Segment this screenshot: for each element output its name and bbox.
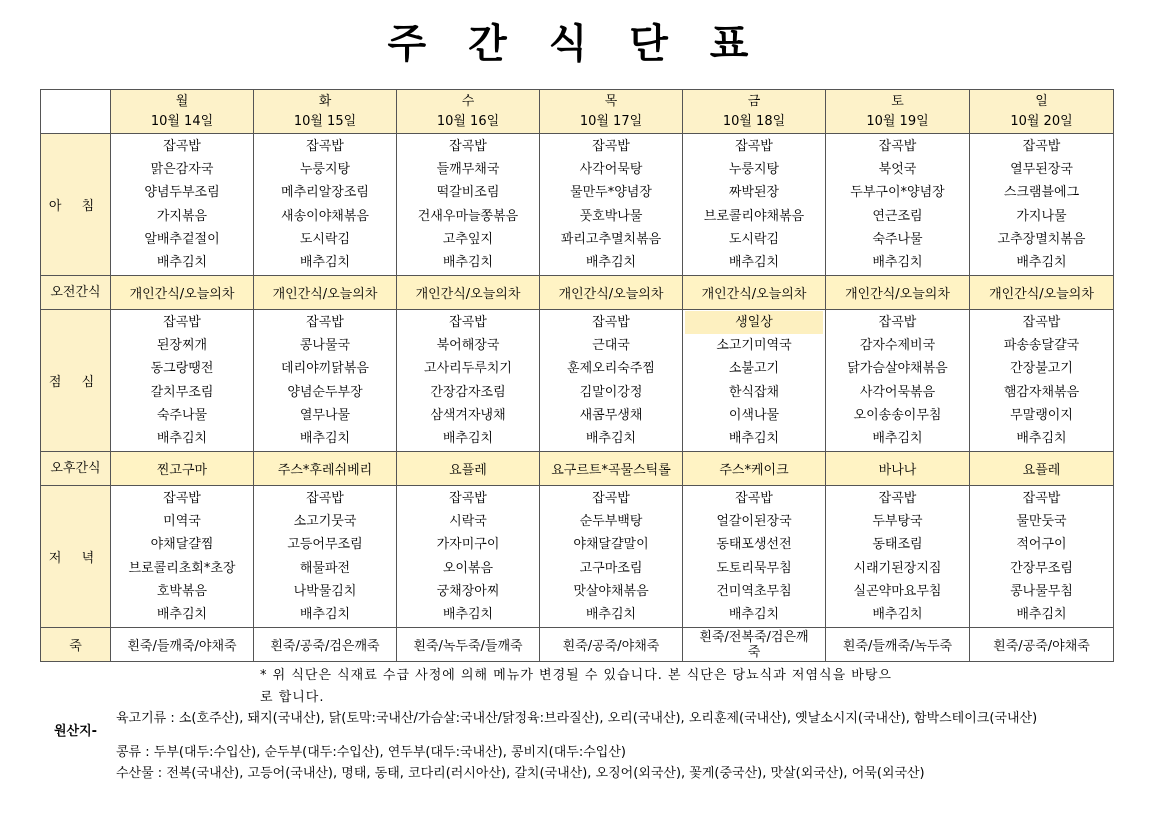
menu-item: 잡곡밥 <box>735 138 773 154</box>
day-date: 10월 17일 <box>579 113 643 129</box>
menu-item: 개인간식/오늘의차 <box>272 287 378 302</box>
menu-item: 삼색겨자냉채 <box>430 407 506 423</box>
menu-item: 잡곡밥 <box>449 138 487 154</box>
menu-item: 배추김치 <box>728 255 780 271</box>
porridge-cell <box>111 628 254 662</box>
porridge-cell <box>540 628 683 662</box>
menu-item: 잡곡밥 <box>592 314 630 330</box>
porridge-cell <box>826 628 970 662</box>
am-snack-cell <box>111 276 254 310</box>
menu-item: 맑은감자국 <box>150 161 214 177</box>
menu-item: 콩나물국 <box>299 337 351 353</box>
menu-item: 갈치무조림 <box>150 384 214 400</box>
origin-bean: 콩류 : 두부(대두:수입산), 순두부(대두:수입산), 연두부(대두:국내산), 콩비지(대두:수입산) <box>116 745 626 760</box>
am-snack-row <box>41 276 1114 310</box>
menu-item: 배추김치 <box>728 431 780 447</box>
menu-item: 새송이야채볶음 <box>281 208 369 224</box>
menu-item: 알배추겉절이 <box>144 231 220 247</box>
am-snack-cell <box>540 276 683 310</box>
pm-snack-row <box>41 452 1114 486</box>
menu-item: 배추김치 <box>1016 431 1067 447</box>
menu-item: 새콤무생채 <box>579 407 643 423</box>
menu-item: 도토리묵무침 <box>716 560 792 576</box>
menu-item: 잡곡밥 <box>163 490 201 506</box>
dinner-cell <box>397 486 540 628</box>
menu-item: 된장찌개 <box>156 337 208 353</box>
menu-item: 닭가슴살야채볶음 <box>847 361 948 377</box>
menu-item: 건새우마늘쫑볶음 <box>417 208 519 224</box>
menu-item: 간장감자조림 <box>430 384 506 400</box>
menu-item: 배추김치 <box>299 431 351 447</box>
menu-item: 배추김치 <box>872 607 923 623</box>
day-name: 토 <box>891 93 904 109</box>
menu-item: 개인간식/오늘의차 <box>989 287 1094 302</box>
menu-item: 시래기된장지짐 <box>853 560 942 576</box>
pm-snack-cell <box>683 452 826 486</box>
menu-item: 오이볶음 <box>442 560 494 576</box>
breakfast-cell <box>826 134 970 276</box>
menu-item: 배추김치 <box>585 255 637 271</box>
lunch-label: 점 심 <box>41 310 111 452</box>
menu-item: 잡곡밥 <box>1022 138 1061 154</box>
menu-item: 잡곡밥 <box>449 490 487 506</box>
breakfast-cell <box>683 134 826 276</box>
pm-snack-cell <box>111 452 254 486</box>
menu-item: 잡곡밥 <box>592 490 630 506</box>
menu-item: 사각어묵탕 <box>579 161 643 177</box>
dinner-cell <box>111 486 254 628</box>
menu-item: 잡곡밥 <box>878 314 917 330</box>
menu-item: 잡곡밥 <box>449 314 487 330</box>
day-name: 수 <box>461 93 475 109</box>
menu-item: 근대국 <box>592 337 630 353</box>
menu-item: 햄감자채볶음 <box>1003 384 1080 400</box>
menu-item: 물만둣국 <box>1016 513 1067 529</box>
porridge-row <box>41 628 1114 662</box>
menu-item: 배추김치 <box>1016 255 1067 271</box>
menu-item: 호박볶음 <box>156 583 208 599</box>
day-name: 금 <box>747 93 761 109</box>
menu-item: 열무나물 <box>299 407 351 423</box>
menu-item: 스크램블에그 <box>1003 185 1080 201</box>
menu-item: 주스*후레쉬베리 <box>277 463 373 478</box>
lunch-cell <box>540 310 683 452</box>
menu-item: 브로콜리야채볶음 <box>703 208 805 224</box>
menu-item: 잡곡밥 <box>306 138 344 154</box>
menu-item: 동그랑땡전 <box>150 361 214 377</box>
am-snack-label: 오전간식 <box>41 276 111 310</box>
menu-item: 무말랭이지 <box>1010 407 1073 423</box>
menu-item: 떡갈비조림 <box>436 185 500 201</box>
day-name: 월 <box>175 93 189 109</box>
dinner-cell <box>254 486 397 628</box>
menu-item: 순두부백탕 <box>579 513 643 529</box>
menu-item: 간장불고기 <box>1010 361 1073 377</box>
menu-item: 고등어무조림 <box>287 537 363 553</box>
pm-snack-cell <box>970 452 1114 486</box>
menu-item: 야채달걀찜 <box>150 537 214 553</box>
menu-item: 흰죽/공죽/야채죽 <box>993 639 1090 654</box>
menu-item: 풋호박나물 <box>579 208 643 224</box>
menu-item: 감자수제비국 <box>859 337 936 353</box>
menu-item: 잡곡밥 <box>306 314 344 330</box>
menu-item: 배추김치 <box>156 431 208 447</box>
menu-item: 잡곡밥 <box>306 490 344 506</box>
menu-item: 데리야끼닭볶음 <box>281 361 369 377</box>
am-snack-cell <box>683 276 826 310</box>
breakfast-cell <box>970 134 1114 276</box>
menu-item: 가자미구이 <box>436 537 500 553</box>
menu-item: 메추리알장조림 <box>281 185 369 201</box>
day-name: 일 <box>1035 93 1048 109</box>
menu-item: 누룽지탕 <box>299 161 351 177</box>
day-header <box>970 90 1114 134</box>
menu-item: 숙주나물 <box>156 407 208 423</box>
menu-item: 잡곡밥 <box>1022 314 1061 330</box>
menu-item: 훈제오리숙주찜 <box>567 361 655 377</box>
menu-item: 들깨무채국 <box>436 161 500 177</box>
menu-item: 실곤약마요무침 <box>853 583 942 599</box>
menu-item: 배추김치 <box>872 431 923 447</box>
menu-item: 배추김치 <box>872 255 923 271</box>
menu-item: 흰죽/들깨죽/야채죽 <box>127 639 237 654</box>
menu-item: 흰죽/녹두죽/들깨죽 <box>413 639 523 654</box>
am-snack-cell <box>397 276 540 310</box>
porridge-cell <box>254 628 397 662</box>
day-header <box>540 90 683 134</box>
menu-item: 요구르트*곡물스틱롤 <box>551 463 671 478</box>
porridge-label: 죽 <box>41 628 111 662</box>
menu-item: 양념두부조림 <box>144 185 220 201</box>
menu-item: 흰죽/전복죽/검은깨죽 <box>699 629 809 660</box>
menu-item: 개인간식/오늘의차 <box>701 287 807 302</box>
am-snack-cell <box>254 276 397 310</box>
menu-item: 배추김치 <box>442 431 494 447</box>
notice-line-2: 로 합니다. <box>260 690 325 705</box>
menu-item: 개인간식/오늘의차 <box>129 287 235 302</box>
menu-item: 개인간식/오늘의차 <box>845 287 950 302</box>
day-header <box>683 90 826 134</box>
lunch-cell <box>683 310 826 452</box>
day-date: 10월 14일 <box>150 113 214 129</box>
menu-item: 사각어묵볶음 <box>859 384 936 400</box>
notice-line-1: * 위 식단은 식재료 수급 사정에 의해 메뉴가 변경될 수 있습니다. 본 식단은 당뇨식과 저염식을 바탕으 <box>260 668 892 683</box>
menu-item: 열무된장국 <box>1010 161 1073 177</box>
menu-item: 소고기미역국 <box>716 337 792 353</box>
menu-item: 가지볶음 <box>156 208 208 224</box>
menu-item: 배추김치 <box>585 607 637 623</box>
menu-item: 한식잡채 <box>728 384 780 400</box>
header-row <box>41 90 1114 134</box>
menu-item: 연근조림 <box>872 208 923 224</box>
menu-item: 고구마조림 <box>579 560 643 576</box>
menu-item: 배추김치 <box>156 607 208 623</box>
menu-item: 해물파전 <box>299 560 351 576</box>
menu-item: 숙주나물 <box>872 231 923 247</box>
porridge-cell <box>970 628 1114 662</box>
porridge-cell <box>397 628 540 662</box>
weekly-menu-table <box>40 89 1114 662</box>
day-header <box>254 90 397 134</box>
menu-item: 잡곡밥 <box>163 314 201 330</box>
menu-item: 오이송송이무침 <box>853 407 942 423</box>
dinner-cell <box>970 486 1114 628</box>
menu-item: 소고기뭇국 <box>293 513 357 529</box>
dinner-row <box>41 486 1114 628</box>
pm-snack-cell <box>397 452 540 486</box>
menu-item: 요플레 <box>449 463 487 478</box>
day-name: 목 <box>604 93 618 109</box>
menu-item: 배추김치 <box>442 607 494 623</box>
pm-snack-cell <box>826 452 970 486</box>
menu-item: 잡곡밥 <box>878 138 917 154</box>
menu-item: 이색나물 <box>728 407 780 423</box>
menu-item: 도시락김 <box>299 231 351 247</box>
pm-snack-label: 오후간식 <box>41 452 111 486</box>
menu-item: 소불고기 <box>728 361 780 377</box>
menu-item: 김말이강정 <box>579 384 643 400</box>
menu-item: 동태조림 <box>872 537 923 553</box>
menu-item: 배추김치 <box>1016 607 1067 623</box>
menu-item: 누룽지탕 <box>728 161 780 177</box>
menu-item: 개인간식/오늘의차 <box>415 287 521 302</box>
day-date: 10월 20일 <box>1010 113 1073 129</box>
menu-item: 짜박된장 <box>728 185 780 201</box>
menu-item: 나박물김치 <box>293 583 357 599</box>
menu-item: 양념순두부장 <box>287 384 363 400</box>
dinner-cell <box>826 486 970 628</box>
menu-item: 건미역초무침 <box>716 583 792 599</box>
menu-item: 두부탕국 <box>872 513 923 529</box>
page-title: 주 간 식 단 표 <box>387 21 763 67</box>
menu-item: 얼갈이된장국 <box>716 513 792 529</box>
menu-item: 배추김치 <box>585 431 637 447</box>
menu-item: 잡곡밥 <box>878 490 917 506</box>
breakfast-cell <box>540 134 683 276</box>
menu-item: 물만두*양념장 <box>570 185 652 201</box>
menu-item: 요플레 <box>1022 463 1061 478</box>
menu-item: 고사리두루치기 <box>424 361 512 377</box>
menu-item: 배추김치 <box>156 255 208 271</box>
breakfast-cell <box>254 134 397 276</box>
menu-item: 잡곡밥 <box>592 138 630 154</box>
menu-item: 꽈리고추멸치볶음 <box>560 231 662 247</box>
menu-item: 가지나물 <box>1016 208 1067 224</box>
lunch-cell <box>397 310 540 452</box>
day-header <box>826 90 970 134</box>
menu-item: 고추잎지 <box>442 231 494 247</box>
corner-cell <box>41 90 111 134</box>
menu-item: 콩나물무침 <box>1010 583 1073 599</box>
menu-item: 흰죽/들깨죽/녹두죽 <box>842 639 953 654</box>
menu-item: 북어해장국 <box>436 337 500 353</box>
menu-item: 찐고구마 <box>156 463 208 478</box>
day-name: 화 <box>318 93 332 109</box>
day-header <box>397 90 540 134</box>
menu-item: 주스*케이크 <box>719 463 789 478</box>
day-date: 10월 15일 <box>293 113 357 129</box>
menu-item: 흰죽/공죽/야채죽 <box>562 639 660 654</box>
menu-item: 잡곡밥 <box>735 490 773 506</box>
breakfast-row <box>41 134 1114 276</box>
menu-item: 두부구이*양념장 <box>850 185 945 201</box>
lunch-cell <box>970 310 1114 452</box>
dinner-cell <box>683 486 826 628</box>
dinner-cell <box>540 486 683 628</box>
menu-item: 동태포생선전 <box>716 537 792 553</box>
menu-item: 미역국 <box>163 513 201 529</box>
menu-item: 생일상 <box>685 311 823 334</box>
origin-label: 원산지- <box>54 724 98 739</box>
menu-item: 바나나 <box>878 463 917 478</box>
menu-item: 배추김치 <box>299 255 351 271</box>
day-date: 10월 18일 <box>722 113 786 129</box>
origin-seafood: 수산물 : 전복(국내산), 고등어(국내산), 명태, 동태, 코다리(러시아산), 갈치(국내산), 오징어(외국산), 꽃게(중국산), 맛살(외국산), 어묵(외국산) <box>116 766 925 781</box>
origin-meat: 육고기류 : 소(호주산), 돼지(국내산), 닭(토막:국내산/가슴살:국내산/닭정육:브라질산), 오리(국내산), 오리훈제(국내산), 옛날소시지(국내산), 함박스테이크(국내산) <box>116 711 1038 726</box>
porridge-cell <box>683 628 826 662</box>
breakfast-cell <box>397 134 540 276</box>
menu-item: 배추김치 <box>442 255 494 271</box>
am-snack-cell <box>826 276 970 310</box>
pm-snack-cell <box>254 452 397 486</box>
menu-item: 잡곡밥 <box>163 138 201 154</box>
lunch-row <box>41 310 1114 452</box>
lunch-cell <box>826 310 970 452</box>
lunch-cell <box>111 310 254 452</box>
breakfast-label: 아 침 <box>41 134 111 276</box>
menu-item: 북엇국 <box>878 161 917 177</box>
dinner-label: 저 녁 <box>41 486 111 628</box>
menu-item: 배추김치 <box>299 607 351 623</box>
menu-item: 파송송달걀국 <box>1003 337 1080 353</box>
pm-snack-cell <box>540 452 683 486</box>
menu-item: 간장무조림 <box>1010 560 1073 576</box>
menu-item: 적어구이 <box>1016 537 1067 553</box>
menu-item: 배추김치 <box>728 607 780 623</box>
day-date: 10월 19일 <box>866 113 929 129</box>
menu-item: 도시락김 <box>728 231 780 247</box>
menu-item: 궁채장아찌 <box>436 583 500 599</box>
lunch-cell <box>254 310 397 452</box>
breakfast-cell <box>111 134 254 276</box>
day-header <box>111 90 254 134</box>
menu-item: 잡곡밥 <box>1022 490 1061 506</box>
day-date: 10월 16일 <box>436 113 500 129</box>
menu-item: 맛살야채볶음 <box>573 583 649 599</box>
menu-item: 브로콜리초회*초장 <box>128 560 236 576</box>
menu-item: 야채달걀말이 <box>573 537 649 553</box>
menu-item: 흰죽/공죽/검은깨죽 <box>270 639 380 654</box>
am-snack-cell <box>970 276 1114 310</box>
menu-item: 고추장멸치볶음 <box>997 231 1086 247</box>
menu-item: 개인간식/오늘의차 <box>558 287 664 302</box>
menu-item: 시락국 <box>449 513 487 529</box>
